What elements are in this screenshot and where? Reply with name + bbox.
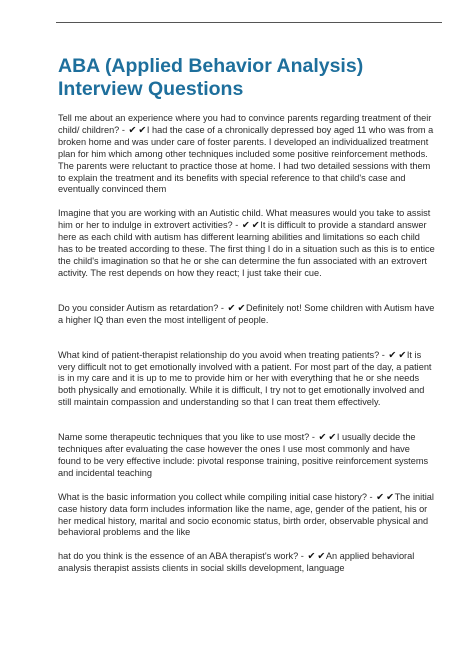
- question-text: What is the basic information you collect while compiling initial case history? -: [58, 491, 376, 502]
- qa-item-1: [58, 113, 435, 196]
- checkmark-icon: ✔ ✔: [388, 349, 406, 361]
- qa-item-7: [58, 551, 435, 575]
- document-body: [58, 113, 435, 575]
- checkmark-icon: ✔ ✔: [376, 491, 394, 503]
- question-text: Do you consider Autism as retardation? -: [58, 302, 227, 313]
- answer-text: Definitely not! Some children with Autism have a higher IQ than even the most intelligent of people.: [58, 302, 435, 325]
- checkmark-icon: ✔ ✔: [128, 124, 146, 136]
- answer-text: It is difficult to provide a standard answer here as each child with autism has different learning abilities and limitations so each child has to be treated according to these. The first thing I do in a situation such as this is to entice the child's imagination so that he or she can determine the fun associated with an extrovert activity. The rest depends on how they react; I just take their cue.: [58, 220, 435, 278]
- document-title: ABA (Applied Behavior Analysis) Interview Questions: [58, 55, 364, 100]
- answer-text: I had the case of a chronically depressed boy aged 11 who was from a broken home and was under care of foster parents. I developed an individualized treatment plan for him which among other techniques included some positive reinforcement methods. The parents were reluctant to practice those at home. I had two detailed sessions with them to explain the treatment and its benefits with special reference to that child's case and eventually convinced them: [58, 124, 434, 195]
- checkmark-icon: ✔ ✔: [307, 551, 325, 563]
- header-rule: [56, 22, 442, 23]
- question-text: hat do you think is the essence of an ABA therapist's work? -: [58, 551, 307, 562]
- answer-text: I usually decide the techniques after evaluating the case however the ones I use most commonly and have found to be very effective include: pivotal response training, positive reinforcement systems and incidental teaching: [58, 432, 429, 478]
- qa-item-3: [58, 303, 435, 327]
- question-text: What kind of patient-therapist relationship do you avoid when treating patients? -: [58, 349, 388, 360]
- answer-text: The initial case history data form includes information like the name, age, gender of the patient, his or her medical history, marital and socio economic status, birth order, observable physical and behavioral problems and the like: [58, 491, 434, 538]
- checkmark-icon: ✔ ✔: [227, 302, 245, 314]
- qa-item-4: [58, 350, 435, 410]
- question-text: Name some therapeutic techniques that you like to use most? -: [58, 432, 318, 443]
- checkmark-icon: ✔ ✔: [241, 220, 260, 232]
- answer-text: It is very difficult not to get emotionally involved with a patient. For most part of the day, a patient is in my care and it is up to me to provide him or her with everything that he or she needs both physically and emotionally. While it is difficult, I try not to get emotionally involved and still maintain compassion and understanding so that I can treat them effectively.: [58, 349, 432, 408]
- qa-item-2: [58, 208, 435, 279]
- checkmark-icon: ✔ ✔: [318, 432, 336, 444]
- qa-item-6: [58, 492, 435, 540]
- answer-text: An applied behavioral analysis therapist assists clients in social skills development, language: [58, 551, 415, 574]
- qa-item-5: [58, 432, 435, 480]
- question-text: Tell me about an experience where you had to convince parents regarding treatment of their child/ children? -: [58, 113, 432, 135]
- question-text: Imagine that you are working with an Autistic child. What measures would you take to assist him or her to indulge in extrovert activities? -: [58, 208, 431, 231]
